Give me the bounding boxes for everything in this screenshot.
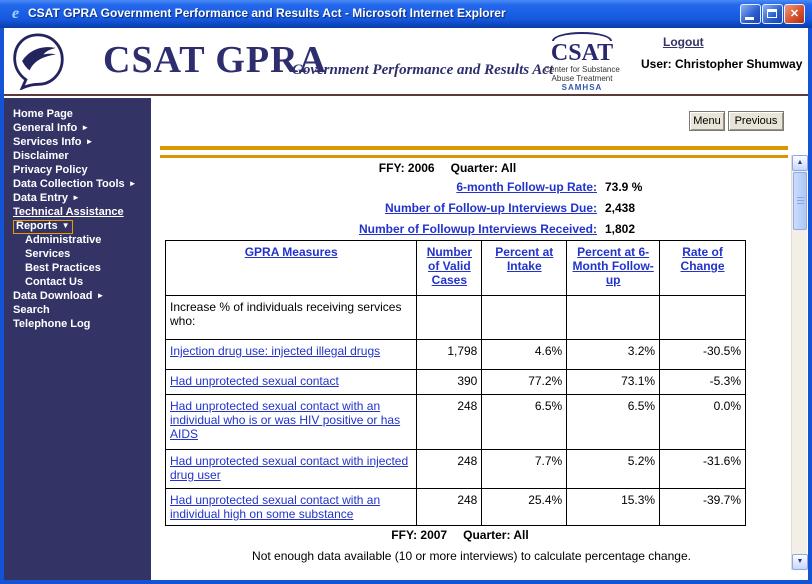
sidebar-item-label: Technical Assistance [13,206,124,218]
sidebar-item-label: Data Download [13,290,93,302]
seal-line2: Abuse Treatment [551,74,613,83]
followup-rate-link[interactable]: 6-month Follow-up Rate: [456,180,597,194]
valid-cases-cell [417,296,482,340]
sidebar-item-technical-assistance[interactable] [4,205,151,219]
change-cell [660,296,746,340]
measure-cell [166,395,417,450]
header-cell [166,241,417,296]
logout-link[interactable]: Logout [663,35,704,49]
change-cell: -30.5% [660,340,746,370]
table-header-row [166,241,746,296]
logged-in-user: User: Christopher Shumway [641,57,803,71]
sidebar-nav [4,98,151,580]
titlebar[interactable] [0,0,812,28]
hhs-eagle-logo [10,32,66,90]
intake-cell: 4.6% [482,340,567,370]
sidebar-item-label: Search [13,304,50,316]
quarter-label: Quarter: All [463,528,529,542]
scrollbar-thumb[interactable] [793,172,807,230]
seal-line1: Center for Substance [544,65,620,74]
sidebar-item-label: Data Entry [13,192,69,204]
sidebar-item-administrative[interactable] [4,233,151,247]
report-period-bottom [160,528,760,542]
sidebar-item-label: Services Info [13,136,82,148]
sidebar-item-label: Home Page [13,108,73,120]
sidebar-item-search[interactable] [4,303,151,317]
sidebar-item-label: Data Collection Tools [13,178,125,190]
followup-cell: 15.3% [567,489,660,526]
sidebar-item-telephone-log[interactable] [4,317,151,331]
sidebar-item-services-info[interactable] [4,135,151,149]
sidebar-item-best-practices[interactable] [4,261,151,275]
interviews-due-link[interactable]: Number of Follow-up Interviews Due: [384,201,597,215]
measure-text-cell: Increase % of individuals receiving services who: [166,296,417,340]
header-cell [660,241,746,296]
table-row [166,395,746,450]
col-valid-cases-link[interactable]: Number of Valid Cases [426,245,473,287]
sidebar-item-general-info[interactable] [4,121,151,135]
page-body [4,98,808,580]
submenu-arrow-icon: ► [72,193,80,202]
table-row [166,296,746,340]
sidebar-item-label: Contact Us [25,276,84,288]
summary-stats [151,180,808,243]
sidebar-item-data-collection-tools[interactable] [4,177,151,191]
browser-viewport [4,28,808,580]
site-header [4,28,808,96]
followup-cell: 5.2% [567,450,660,489]
submenu-arrow-icon: ► [81,123,90,132]
report-footnote: Not enough data available (10 or more interviews) to calculate percentage change. [252,549,691,563]
gpra-measures-table [165,240,746,526]
report-period-top [160,161,735,175]
measure-cell [166,370,417,395]
menu-button[interactable]: Menu [689,111,725,131]
maximize-button[interactable] [762,4,783,24]
followup-rate-value: 73.9 % [605,180,643,194]
seal-name: CSAT [550,40,614,66]
measure-link[interactable]: Had unprotected sexual contact with an individual high on some substance [170,493,381,521]
sidebar-item-label: General Info [13,122,78,134]
header-cell [482,241,567,296]
sidebar-item-home-page[interactable] [4,107,151,121]
followup-cell [567,296,660,340]
selected-item-box [13,220,73,234]
measure-cell [166,340,417,370]
followup-cell: 6.5% [567,395,660,450]
sidebar-item-label: Services [25,248,71,260]
col-percent-followup-link[interactable]: Percent at 6-Month Follow-up [572,245,654,287]
report-content [151,98,808,580]
header-cell [567,241,660,296]
col-gpra-measures-link[interactable]: GPRA Measures [244,245,338,259]
change-cell: 0.0% [660,395,746,450]
intake-cell: 7.7% [482,450,567,489]
scrollbar-grip-icon [797,197,804,198]
col-percent-intake-link[interactable]: Percent at Intake [495,245,554,273]
brand-subtitle: Government Performance and Results Act [292,62,554,78]
scroll-down-button[interactable] [792,554,808,570]
interviews-due-value: 2,438 [605,201,636,215]
accent-rule-top [160,146,788,150]
scroll-down-icon: ▼ [796,558,804,565]
maximize-icon [767,9,777,18]
interviews-received-link[interactable]: Number of Followup Interviews Received: [358,222,597,236]
ie-logo-icon[interactable]: e [11,5,20,22]
sidebar-item-label: Administrative [25,234,102,246]
valid-cases-cell: 248 [417,489,482,526]
submenu-arrow-icon: ► [85,137,94,146]
valid-cases-cell: 248 [417,450,482,489]
intake-cell: 6.5% [482,395,567,450]
measure-cell [166,450,417,489]
measure-link[interactable]: Injection drug use: injected illegal drugs [170,344,381,358]
stat-row [151,180,808,201]
measure-link[interactable]: Had unprotected sexual contact with injected drug user [170,454,409,482]
minimize-button[interactable] [740,4,761,24]
sidebar-item-privacy-policy[interactable] [4,163,151,177]
followup-cell: 73.1% [567,370,660,395]
sidebar-item-services[interactable] [4,247,151,261]
sidebar-item-contact-us[interactable] [4,275,151,289]
sidebar-item-disclaimer[interactable] [4,149,151,163]
table-row [166,450,746,489]
close-button[interactable] [784,4,805,24]
sidebar-item-data-download[interactable] [4,289,151,303]
col-rate-change-link[interactable]: Rate of Change [680,245,725,273]
sidebar-item-label: Disclaimer [13,150,69,162]
brand-title: CSAT GPRA [103,39,328,81]
measure-link[interactable]: Had unprotected sexual contact [170,374,339,388]
accent-rule-bottom [160,155,788,158]
close-icon: ✕ [789,8,800,20]
table-row [166,370,746,395]
stat-row [151,201,808,222]
valid-cases-cell: 248 [417,395,482,450]
sidebar-item-label: Privacy Policy [13,164,88,176]
table-row [166,340,746,370]
interviews-received-value: 1,802 [605,222,636,236]
sidebar-item-label: Telephone Log [13,318,91,330]
measure-link[interactable]: Had unprotected sexual contact with an individual who is or was HIV positive or has AIDS [170,399,401,441]
quarter-label: Quarter: All [450,161,517,175]
table-row [166,489,746,526]
change-cell: -31.6% [660,450,746,489]
header-cell [417,241,482,296]
scroll-up-button[interactable] [792,155,808,171]
ffy-label: FFY: 2007 [391,528,448,542]
measure-cell [166,489,417,526]
sidebar-item-reports[interactable] [4,219,151,233]
vertical-scrollbar[interactable] [791,155,807,570]
window-title: CSAT GPRA Government Performance and Results Act - Microsoft Internet Explorer [28,6,506,20]
change-cell: -5.3% [660,370,746,395]
valid-cases-cell: 390 [417,370,482,395]
submenu-arrow-icon: ► [128,179,137,188]
intake-cell: 25.4% [482,489,567,526]
csat-seal-logo [540,32,624,93]
intake-cell [482,296,567,340]
followup-cell: 3.2% [567,340,660,370]
sidebar-item-data-entry[interactable] [4,191,151,205]
previous-button[interactable]: Previous [728,111,784,131]
submenu-arrow-icon: ► [96,291,105,300]
minimize-icon [745,17,754,20]
scroll-up-icon: ▲ [796,159,804,166]
sidebar-item-label: Reports [16,220,58,232]
expanded-arrow-icon: ▼ [61,221,70,230]
change-cell: -39.7% [660,489,746,526]
ffy-label: FFY: 2006 [378,161,435,175]
sidebar-item-label: Best Practices [25,262,101,274]
valid-cases-cell: 1,798 [417,340,482,370]
intake-cell: 77.2% [482,370,567,395]
seal-agency: SAMHSA [561,83,603,92]
